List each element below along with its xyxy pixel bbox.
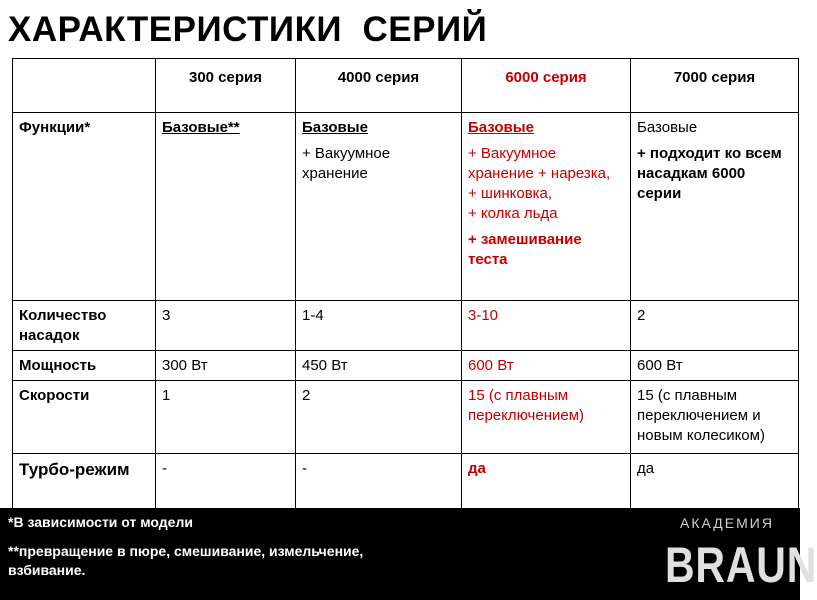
header-7000: 7000 серия	[631, 59, 799, 113]
page-title: ХАРАКТЕРИСТИКИ СЕРИЙ	[8, 10, 488, 49]
row-label-attachments: Количество насадок	[13, 301, 156, 351]
cell-speeds-300: 1	[156, 381, 296, 454]
cell-functions-6000	[462, 113, 631, 301]
footnote-functions: **превращение в пюре, смешивание, измельчение, взбивание.	[8, 543, 364, 578]
table-row-attachments	[13, 301, 799, 351]
table-row-power	[13, 351, 799, 381]
table-row-functions	[13, 113, 799, 301]
cell-power-4000: 450 Вт	[296, 351, 462, 381]
header-empty	[13, 59, 156, 113]
cell-speeds-7000: 15 (с плавным переключением и новым колесиком)	[631, 381, 799, 454]
footnote-model: *В зависимости от модели	[8, 514, 193, 530]
cell-functions-4000	[296, 113, 462, 301]
functions-6000-extra: + Вакуумное хранение + нарезка,	[468, 145, 611, 182]
header-6000: 6000 серия	[462, 59, 631, 113]
functions-4000-extra: + Вакуумное хранение	[302, 145, 391, 182]
cell-turbo-7000: да	[631, 454, 799, 510]
functions-6000-head: Базовые	[468, 119, 534, 136]
braun-logo: BRAUN	[665, 537, 817, 593]
cell-attachments-7000: 2	[631, 301, 799, 351]
functions-7000-bold: + подходит ко всем насадкам 6000 серии	[637, 145, 782, 202]
cell-functions-7000	[631, 113, 799, 301]
header-300: 300 серия	[156, 59, 296, 113]
row-label-speeds: Скорости	[13, 381, 156, 454]
functions-6000-line2: + шинковка,	[468, 185, 553, 202]
functions-6000-line3: + колка льда	[468, 205, 558, 222]
cell-speeds-4000: 2	[296, 381, 462, 454]
cell-power-300: 300 Вт	[156, 351, 296, 381]
cell-turbo-4000: -	[296, 454, 462, 510]
cell-functions-300: Базовые**	[156, 113, 296, 301]
header-4000: 4000 серия	[296, 59, 462, 113]
cell-power-7000: 600 Вт	[631, 351, 799, 381]
cell-attachments-6000: 3-10	[462, 301, 631, 351]
footer-bar	[0, 508, 817, 600]
table-header-row	[13, 59, 799, 113]
cell-attachments-4000: 1-4	[296, 301, 462, 351]
row-label-functions: Функции*	[13, 113, 156, 301]
cell-power-6000: 600 Вт	[462, 351, 631, 381]
row-label-turbo: Турбо-режим	[13, 454, 156, 510]
table-row-speeds	[13, 381, 799, 454]
functions-6000-bold: + замешивание теста	[468, 231, 582, 268]
row-label-power: Мощность	[13, 351, 156, 381]
functions-7000-head: Базовые	[637, 119, 698, 136]
cell-turbo-300: -	[156, 454, 296, 510]
table-row-turbo	[13, 454, 799, 510]
cell-attachments-300: 3	[156, 301, 296, 351]
cell-turbo-6000: да	[462, 454, 631, 510]
functions-4000-head: Базовые	[302, 119, 368, 136]
academy-label: АКАДЕМИЯ	[680, 515, 774, 531]
series-spec-table	[12, 58, 799, 510]
cell-speeds-6000: 15 (с плавным переключением)	[462, 381, 631, 454]
